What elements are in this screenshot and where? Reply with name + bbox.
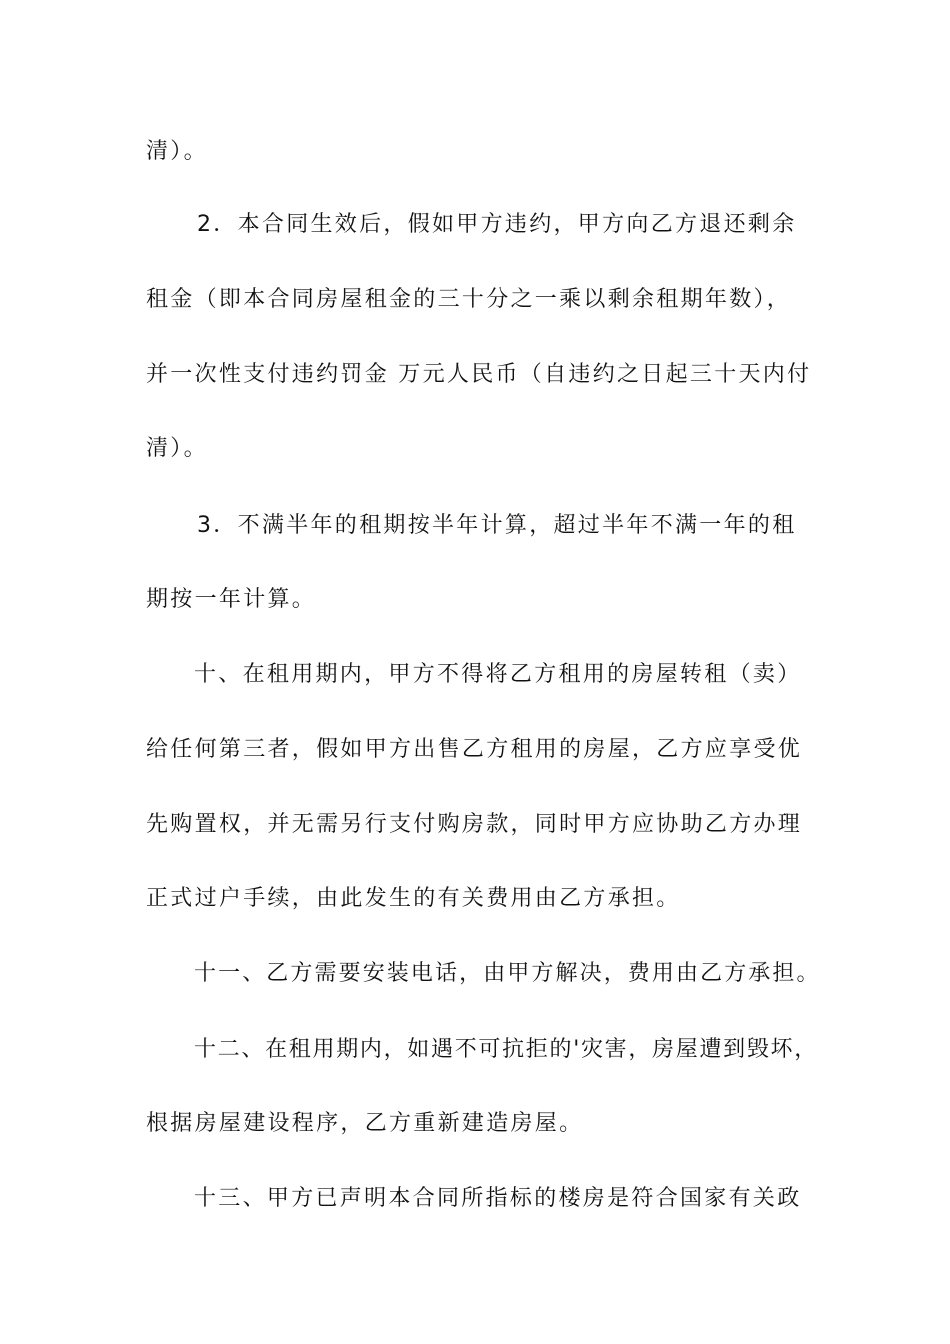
line-text: 清）。 [146,139,208,164]
line-text: 十一、乙方需要安装电话，由甲方解决，费用由乙方承担。 [194,961,821,986]
line-text: 并一次性支付违约罚金 万元人民币（自违约之日起三十天内付 [146,362,812,387]
line-text: 正式过户手续，由此发生的有关费用由乙方承担。 [146,886,681,911]
line-text: 3．不满半年的租期按半年计算，超过半年不满一年的租 [197,513,797,538]
line-text: 根据房屋建设程序，乙方重新建造房屋。 [146,1111,584,1136]
line-text: 租金（即本合同房屋租金的三十分之一乘以剩余租期年数）， [146,287,792,312]
text-line [0,132,950,172]
text-line [0,205,950,245]
text-line [0,580,950,620]
text-line [0,730,950,770]
text-line [0,280,950,320]
line-text: 十二、在租用期内，如遇不可抗拒的'灾害，房屋遭到毁坏， [194,1037,818,1062]
text-line [0,954,950,994]
line-text: 2．本合同生效后，假如甲方违约，甲方向乙方退还剩余 [197,212,797,237]
text-line [0,805,950,845]
line-text: 先购置权，并无需另行支付购房款，同时甲方应协助乙方办理 [146,812,803,837]
line-text: 给任何第三者，假如甲方出售乙方租用的房屋，乙方应享受优 [146,737,803,762]
text-line [0,655,950,695]
line-text: 十三、甲方已声明本合同所指标的楼房是符合国家有关政 [194,1186,802,1211]
text-line [0,1030,950,1070]
text-line [0,1179,950,1219]
text-line [0,506,950,546]
line-text: 清）。 [146,436,208,461]
text-line [0,1104,950,1144]
text-line [0,879,950,919]
text-line [0,429,950,469]
line-text: 期按一年计算。 [146,587,317,612]
text-line [0,355,950,395]
line-text: 十、在租用期内，甲方不得将乙方租用的房屋转租（卖） [194,662,802,687]
